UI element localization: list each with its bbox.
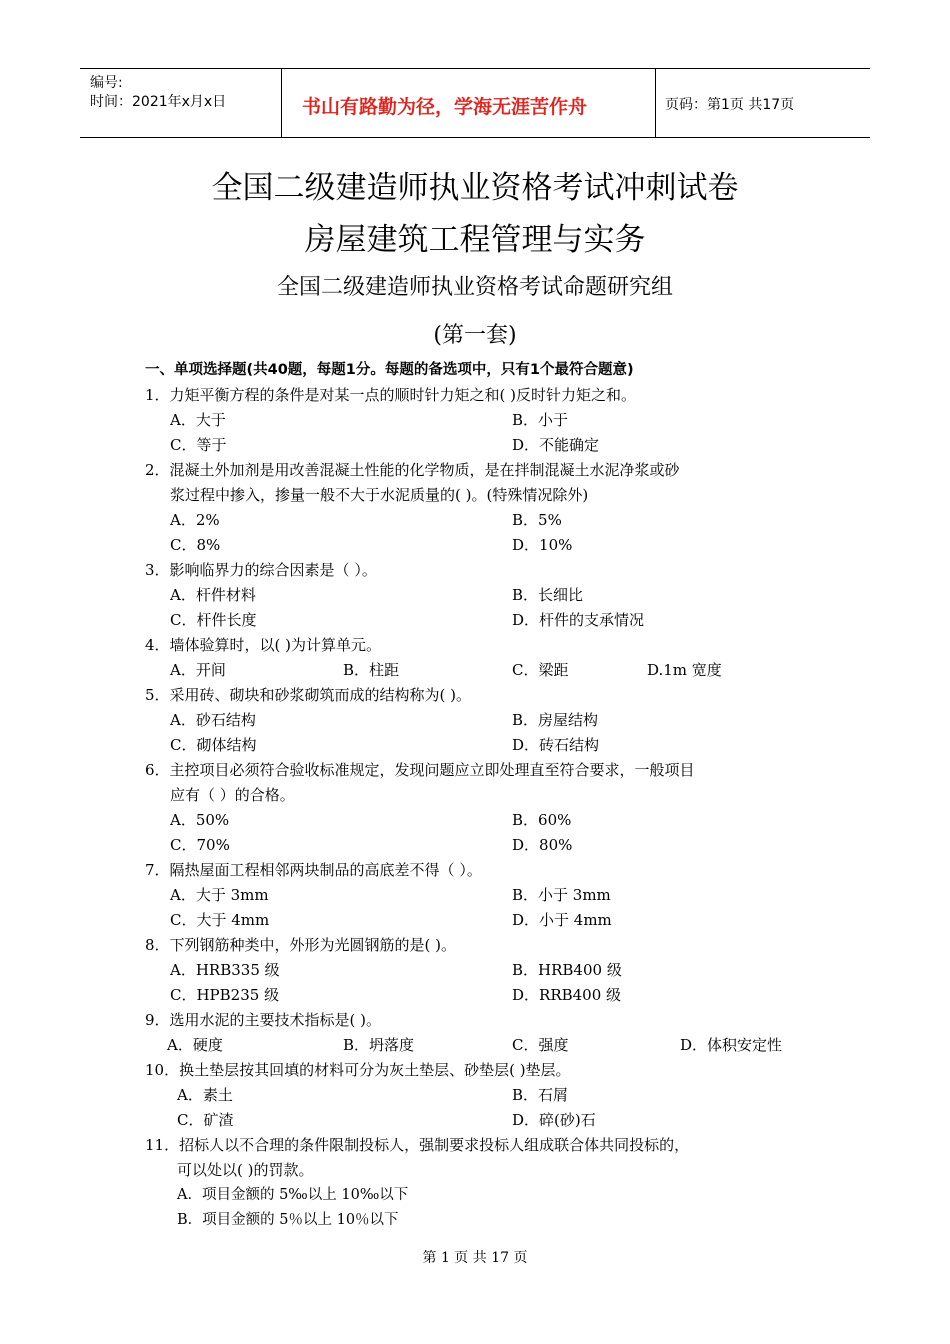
question-stem: 7．隔热屋面工程相邻两块制品的高底差不得（ ）。: [145, 861, 482, 879]
question-stem: 可以处以( )的罚款。: [177, 1161, 314, 1179]
option-row: [145, 885, 845, 910]
answer-option: D．砖石结构: [512, 736, 600, 754]
option-row: [145, 435, 845, 460]
answer-option: C．大于 4mm: [170, 911, 270, 929]
option-row: [145, 985, 845, 1010]
answer-option: C．矿渣: [177, 1111, 234, 1129]
answer-option: A．砂石结构: [170, 711, 256, 729]
header-motto-cell: [281, 69, 656, 137]
answer-option: C．砌体结构: [170, 736, 257, 754]
answer-option: A．HRB335 级: [170, 961, 280, 979]
question-stem: 4．墙体验算时，以( )为计算单元。: [145, 636, 382, 654]
question-stem: 3．影响临界力的综合因素是（ ）。: [145, 561, 377, 579]
answer-option: D．碎(砂)石: [512, 1111, 596, 1129]
page-footer: 第 1 页 共 17 页: [422, 1250, 528, 1266]
answer-option: D．不能确定: [512, 436, 600, 454]
question-content: [145, 360, 845, 1235]
exam-subject: 房屋建筑工程管理与实务: [304, 222, 646, 258]
option-row: [145, 1085, 845, 1110]
option-row: [145, 1035, 845, 1060]
question-stem: 11．招标人以不合理的条件限制投标人，强制要求投标人组成联合体共同投标的，: [145, 1136, 690, 1154]
option-row: [145, 660, 845, 685]
header-page-info: 页码：第1页 共17页: [665, 97, 795, 113]
answer-option: D.1m 宽度: [647, 661, 722, 679]
answer-option: B．60%: [512, 811, 572, 829]
answer-option: D．小于 4mm: [512, 911, 612, 929]
question-stem: 6．主控项目必须符合验收标准规定，发现问题应立即处理直至符合要求，一般项目: [145, 761, 695, 779]
answer-option: B．小于: [512, 411, 569, 429]
answer-option: B．项目金额的 5％以上 10％以下: [177, 1212, 399, 1228]
answer-option: C．强度: [512, 1036, 569, 1054]
answer-option: A．素土: [177, 1086, 233, 1104]
answer-option: C．杆件长度: [170, 611, 257, 629]
question-stem: 浆过程中掺入，掺量一般不大于水泥质量的( )。(特殊情况除外): [170, 486, 589, 504]
answer-option: B．柱距: [343, 661, 400, 679]
answer-option: C．8%: [170, 536, 221, 554]
option-row: [145, 910, 845, 935]
option-row: [145, 810, 845, 835]
answer-option: A．开间: [170, 661, 226, 679]
question-list: [145, 385, 845, 1235]
answer-option: A．杆件材料: [170, 586, 256, 604]
answer-option: A．硬度: [167, 1036, 223, 1054]
question-stem: 1．力矩平衡方程的条件是对某一点的顺时针力矩之和( )反时针力矩之和。: [145, 386, 637, 404]
answer-option: A．大于 3mm: [170, 886, 269, 904]
exam-set-label: (第一套): [433, 323, 517, 348]
answer-option: C．梁距: [512, 661, 569, 679]
exam-title: 全国二级建造师执业资格考试冲刺试卷: [211, 170, 739, 206]
question-stem: 9．选用水泥的主要技术指标是( )。: [145, 1011, 382, 1029]
answer-option: B．小于 3mm: [512, 886, 611, 904]
document-number-label: 编号:: [90, 75, 123, 91]
header-motto: 书山有路勤为径，学海无涯苦作舟: [302, 96, 588, 118]
question-stem: 10．换土垫层按其回填的材料可分为灰土垫层、砂垫层( )垫层。: [145, 1061, 571, 1079]
option-row: [145, 735, 845, 760]
answer-option: A．项目金额的 5‰以上 10‰以下: [177, 1187, 409, 1203]
option-row: [145, 835, 845, 860]
option-row: [145, 960, 845, 985]
answer-option: B．坍落度: [343, 1036, 415, 1054]
header-meta: [80, 69, 280, 137]
answer-option: A．2%: [170, 511, 220, 529]
answer-option: C．等于: [170, 436, 227, 454]
answer-option: D．10%: [512, 536, 573, 554]
answer-option: B．HRB400 级: [512, 961, 622, 979]
option-row: [145, 410, 845, 435]
option-row: [145, 610, 845, 635]
answer-option: B．房屋结构: [512, 711, 599, 729]
question-stem: 8．下列钢筋种类中，外形为光圆钢筋的是( )。: [145, 936, 457, 954]
exam-author-group: 全国二级建造师执业资格考试命题研究组: [276, 275, 673, 300]
answer-option: B．石屑: [512, 1086, 569, 1104]
option-row: [145, 710, 845, 735]
option-row: [145, 1110, 845, 1135]
answer-option: B．5%: [512, 511, 562, 529]
document-time-label: 时间：2021年x月x日: [90, 94, 227, 110]
question-stem: 5．采用砖、砌块和砂浆砌筑而成的结构称为( )。: [145, 686, 472, 704]
answer-option: C．HPB235 级: [170, 986, 280, 1004]
answer-option: A．50%: [170, 811, 230, 829]
answer-option: D．体积安定性: [680, 1036, 783, 1054]
page-header: [80, 68, 870, 138]
question-stem: 2．混凝土外加剂是用改善混凝土性能的化学物质，是在拌制混凝土水泥净浆或砂: [145, 461, 680, 479]
answer-option: D．80%: [512, 836, 573, 854]
question-stem: 应有（ ）的合格。: [170, 786, 295, 804]
answer-option: A．大于: [170, 411, 226, 429]
option-row: [145, 535, 845, 560]
answer-option: D．杆件的支承情况: [512, 611, 645, 629]
answer-option: D．RRB400 级: [512, 986, 622, 1004]
section-heading: 一、单项选择题(共40题，每题1分。每题的备选项中，只有1个最符合题意): [145, 362, 634, 378]
answer-option: B．长细比: [512, 586, 584, 604]
answer-option: C．70%: [170, 836, 230, 854]
option-row: [145, 510, 845, 535]
option-row: [145, 585, 845, 610]
